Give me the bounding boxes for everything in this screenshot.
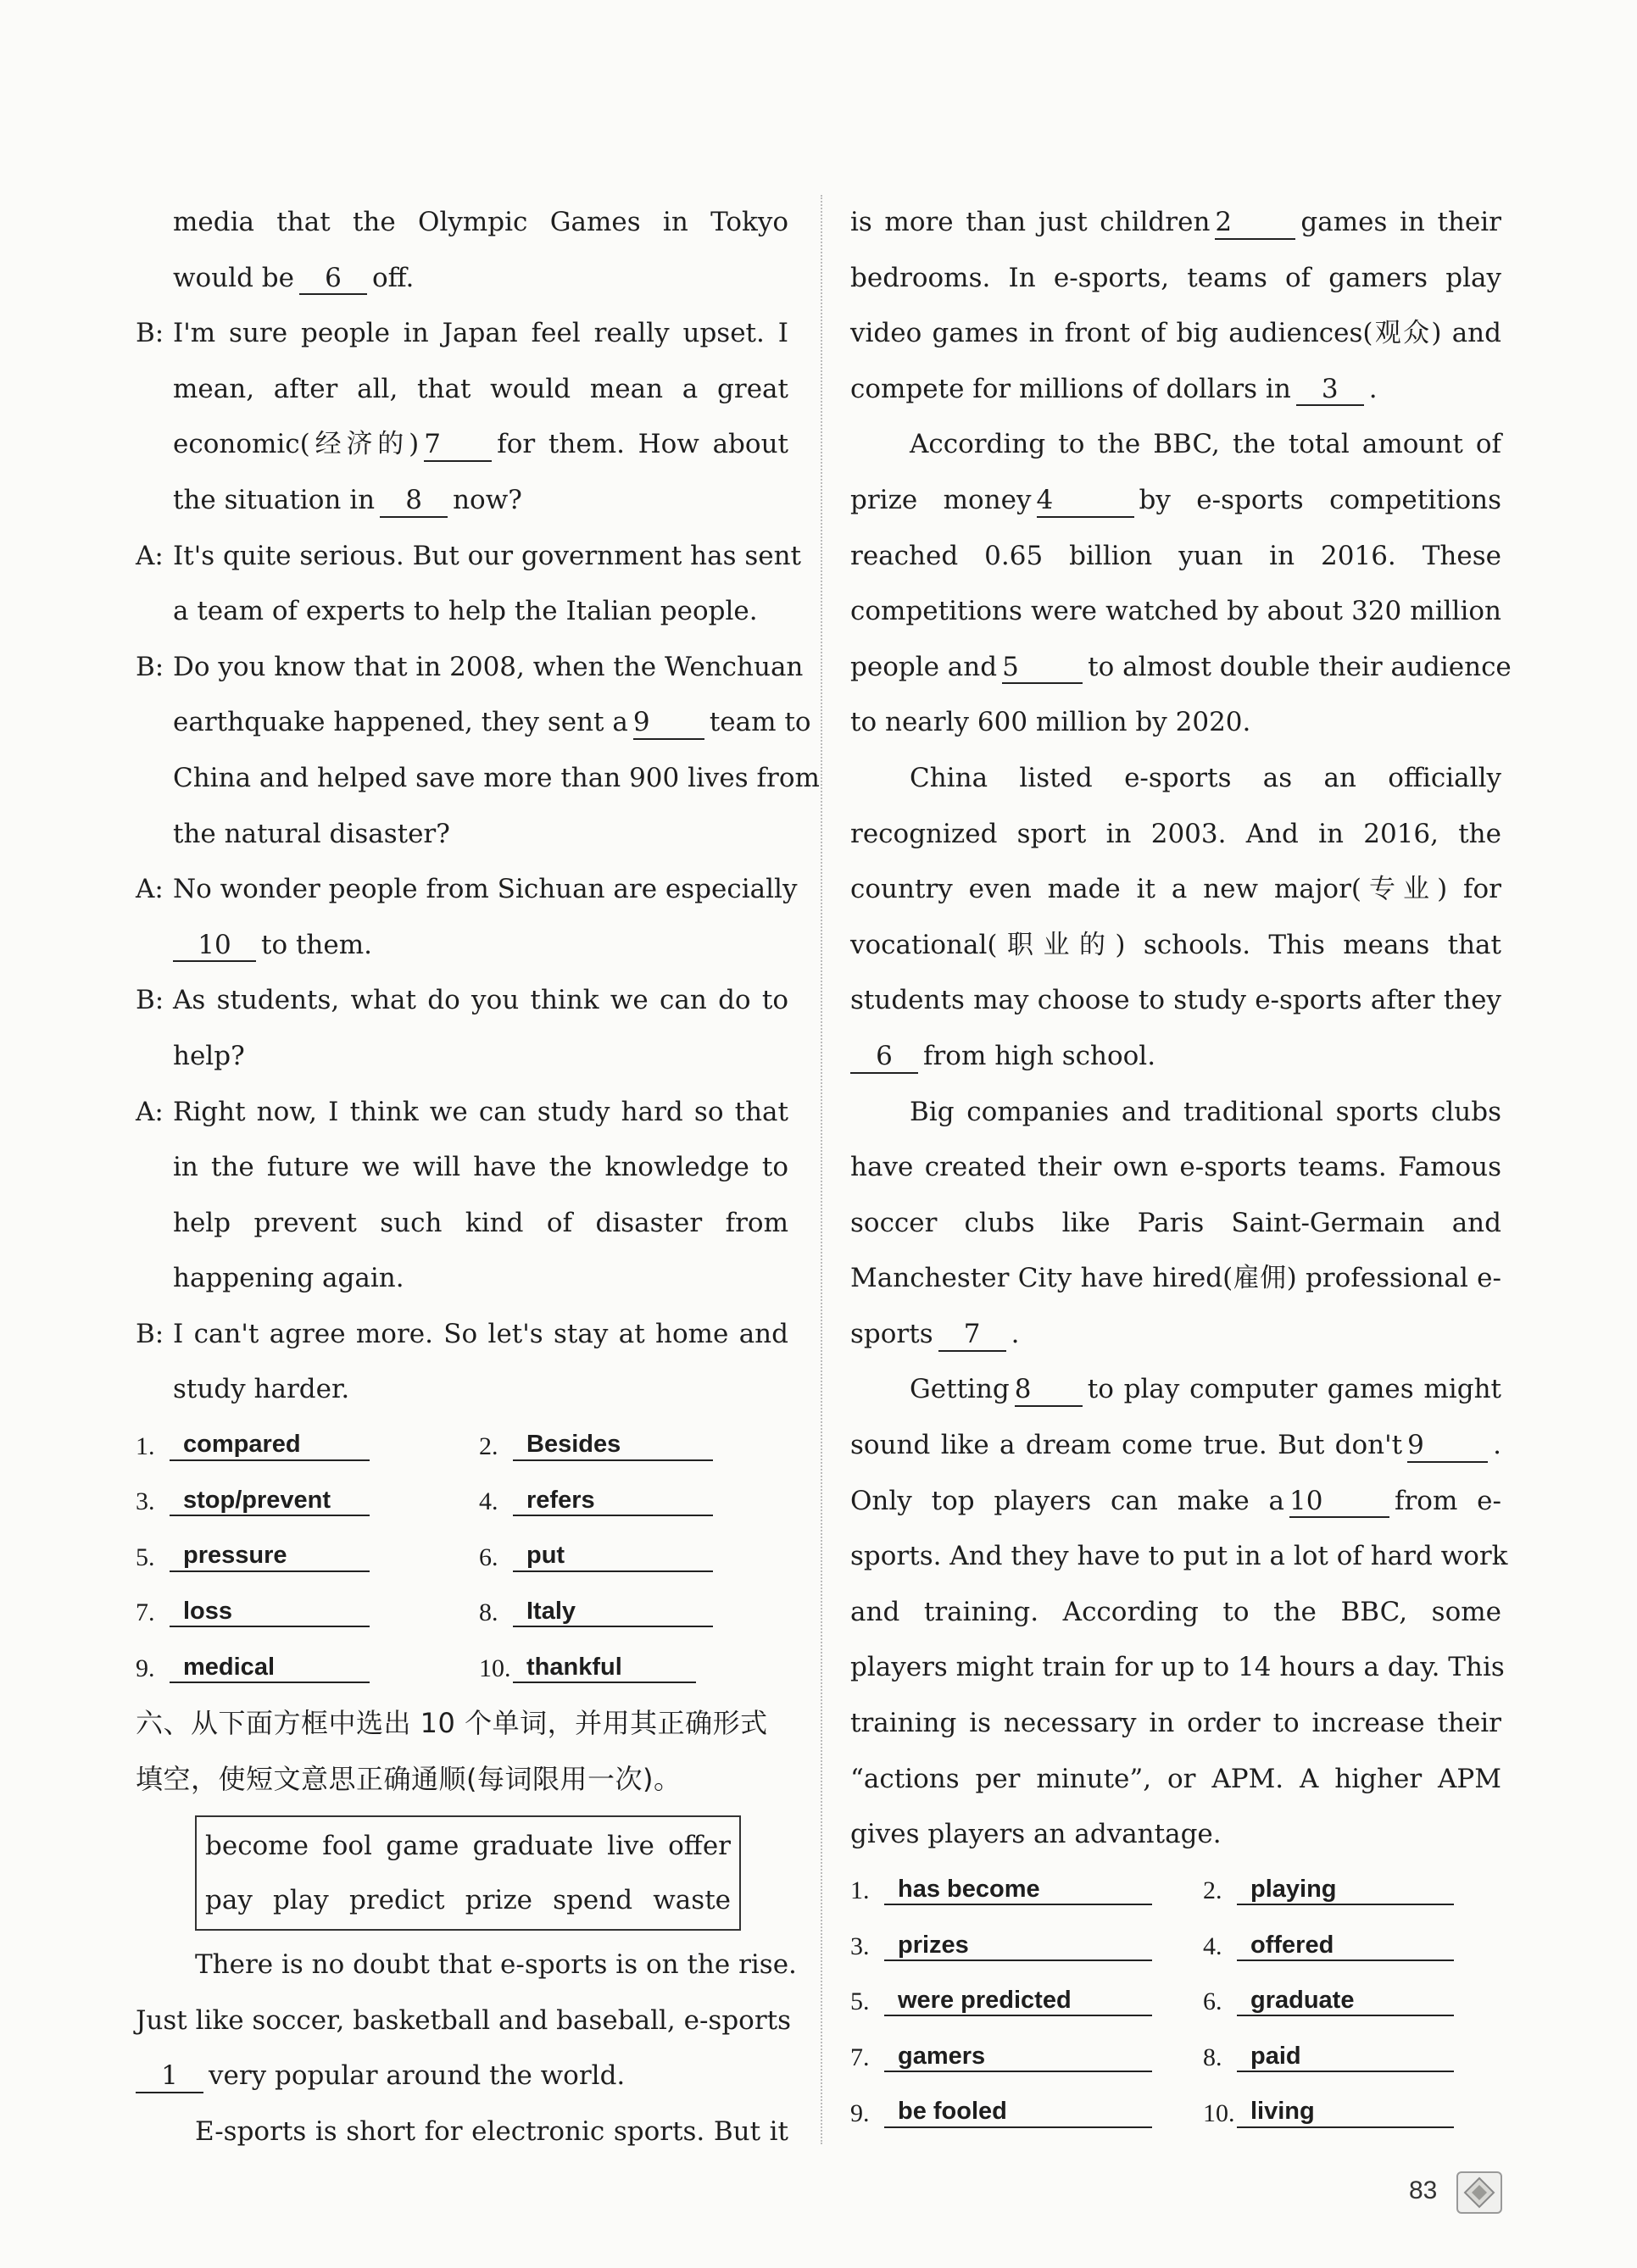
answer-field[interactable]: playing xyxy=(1237,1876,1454,1905)
passage-line: 6 from high school. xyxy=(850,1029,1501,1085)
dialogue-turn: A: Right now, I think we can study hard so that xyxy=(136,1085,788,1141)
answer-field[interactable]: Italy xyxy=(513,1598,713,1627)
dialogue-turn: B: As students, what do you think we can do to xyxy=(136,973,788,1029)
speaker-label: B: xyxy=(136,318,164,349)
answer-row xyxy=(136,1474,788,1530)
answer-field[interactable]: living xyxy=(1237,2098,1454,2127)
passage-line: 1 very popular around the world. xyxy=(136,2048,788,2104)
dialogue-turn: B: Do you know that in 2008, when the Wenchuan xyxy=(136,640,788,696)
answer-row xyxy=(850,1918,1501,1974)
passage-blank-9[interactable]: 9 xyxy=(1407,1431,1488,1463)
answer-field[interactable]: offered xyxy=(1237,1932,1454,1961)
passage-line: “actions per minute”, or APM. A higher APM xyxy=(850,1763,1501,1794)
blank-6[interactable]: 6 xyxy=(299,264,367,296)
passage-line: Getting 8 to play computer games might xyxy=(850,1362,1501,1418)
dialogue-turn: B: I can't agree more. So let's stay at home and xyxy=(136,1307,788,1363)
answer-number: 8. xyxy=(479,1598,498,1627)
passage-line: have created their own e-sports teams. Famous xyxy=(850,1152,1501,1183)
passage-line: reached 0.65 billion yuan in 2016. These xyxy=(850,540,1501,571)
dialogue-line: happening again. xyxy=(173,1263,404,1294)
answer-row xyxy=(136,1640,788,1696)
dialogue-line: the situation in 8 now? xyxy=(136,473,788,529)
passage-line: Big companies and traditional sports clubs xyxy=(910,1096,1501,1127)
passage-line: training is necessary in order to increase their xyxy=(850,1708,1501,1739)
answer-field[interactable]: graduate xyxy=(1237,1987,1454,2016)
passage-line: competitions were watched by about 320 million xyxy=(850,596,1501,627)
passage-line: people and 5 to almost double their audience xyxy=(850,640,1501,696)
answer-field[interactable]: compared xyxy=(170,1431,370,1460)
answer-number: 9. xyxy=(136,1654,155,1682)
passage-line: and training. According to the BBC, some xyxy=(850,1596,1501,1627)
speaker-label: B: xyxy=(136,985,164,1016)
answer-row xyxy=(136,1529,788,1585)
passage-line: prize money 4 by e-sports competitions xyxy=(850,473,1501,529)
column-divider xyxy=(821,195,822,2144)
word-box-row: pay play predict prize spend waste xyxy=(205,1885,731,1916)
answer-number: 2. xyxy=(1203,1876,1222,1905)
answer-field[interactable]: Besides xyxy=(513,1431,713,1460)
dialogue-line: earthquake happened, they sent a 9 team to xyxy=(136,695,788,751)
speaker-label: B: xyxy=(136,1318,164,1349)
answer-row xyxy=(850,1974,1501,2030)
passage-line: is more than just children 2 games in their xyxy=(850,195,1501,251)
dialogue-turn: A: No wonder people from Sichuan are especially xyxy=(136,862,788,918)
dialogue-line: media that the Olympic Games in Tokyo xyxy=(173,207,788,237)
answer-field[interactable]: pressure xyxy=(170,1542,370,1571)
answer-number: 3. xyxy=(850,1932,870,1960)
answer-row xyxy=(850,2030,1501,2086)
blank-8[interactable]: 8 xyxy=(380,486,448,518)
dialogue-line: China and helped save more than 900 lives from xyxy=(173,762,820,793)
dialogue-turn: B: I'm sure people in Japan feel really upset. I xyxy=(136,306,788,362)
passage-line: According to the BBC, the total amount of xyxy=(910,429,1501,460)
answer-number: 6. xyxy=(1203,1987,1222,2016)
answer-number: 4. xyxy=(479,1487,498,1516)
answer-field[interactable]: stop/prevent xyxy=(170,1487,370,1516)
passage-blank-4[interactable]: 4 xyxy=(1037,486,1134,518)
dialogue-line: the natural disaster? xyxy=(173,818,450,849)
passage-line: Manchester City have hired(雇佣) professional e- xyxy=(850,1263,1501,1294)
blank-9[interactable]: 9 xyxy=(633,708,704,740)
answer-field[interactable]: put xyxy=(513,1542,713,1571)
passage-line: video games in front of big audiences(观众) and xyxy=(850,318,1501,349)
answer-number: 10. xyxy=(479,1654,511,1682)
passage-blank-2[interactable]: 2 xyxy=(1215,208,1295,240)
left-column xyxy=(136,195,820,2160)
answer-field[interactable]: paid xyxy=(1237,2043,1454,2072)
answer-number: 5. xyxy=(136,1543,155,1571)
passage-line: sports 7 . xyxy=(850,1307,1501,1363)
answer-list-right xyxy=(850,1863,1501,2141)
answer-number: 2. xyxy=(479,1431,498,1460)
answer-number: 9. xyxy=(850,2098,870,2127)
dialogue-turn: A: It's quite serious. But our government has sent xyxy=(136,529,788,585)
answer-number: 8. xyxy=(1203,2043,1222,2072)
dialogue-line: help prevent such kind of disaster from xyxy=(173,1207,788,1238)
diamond-icon xyxy=(1456,2171,1502,2214)
passage-line: recognized sport in 2003. And in 2016, the xyxy=(850,818,1501,849)
passage-blank-1[interactable]: 1 xyxy=(136,2061,203,2093)
word-box-row: become fool game graduate live offer xyxy=(205,1831,731,1862)
passage-line: Only top players can make a 10 from e- xyxy=(850,1474,1501,1530)
blank-7[interactable]: 7 xyxy=(424,430,492,462)
passage-line: gives players an advantage. xyxy=(850,1819,1222,1850)
dialogue-line: would be 6 off. xyxy=(136,251,788,307)
passage-line: sound like a dream come true. But don't 9 . xyxy=(850,1418,1501,1474)
passage-line: bedrooms. In e-sports, teams of gamers play xyxy=(850,262,1501,293)
passage-blank-8[interactable]: 8 xyxy=(1015,1375,1083,1407)
dialogue-line: study harder. xyxy=(173,1374,350,1405)
answer-field[interactable]: loss xyxy=(170,1598,370,1627)
blank-10[interactable]: 10 xyxy=(173,931,256,963)
passage-blank-5[interactable]: 5 xyxy=(1002,653,1083,685)
answer-row xyxy=(850,2085,1501,2141)
passage-blank-3[interactable]: 3 xyxy=(1296,375,1364,407)
speaker-label: A: xyxy=(136,1096,164,1127)
answer-field[interactable]: thankful xyxy=(513,1654,696,1683)
section-heading: 六、从下面方框中选出 10 个单词，并用其正确形式 xyxy=(136,1707,768,1740)
passage-line: students may choose to study e-sports after they xyxy=(850,985,1501,1016)
answer-number: 10. xyxy=(1203,2098,1235,2127)
passage-blank-7[interactable]: 7 xyxy=(938,1320,1006,1352)
section-instruction: 填空，使短文意思正确通顺(每词限用一次)。 xyxy=(136,1762,682,1795)
passage-line: There is no doubt that e-sports is on the rise. xyxy=(195,1949,797,1981)
answer-field[interactable]: were predicted xyxy=(884,1987,1152,2016)
passage-line: sports. And they have to put in a lot of hard work xyxy=(850,1541,1508,1572)
passage-line: E-sports is short for electronic sports. But it xyxy=(195,2116,788,2147)
answer-number: 5. xyxy=(850,1987,870,2016)
page-number: 83 xyxy=(1409,2176,1438,2204)
passage-line: China listed e-sports as an officially xyxy=(910,762,1501,793)
passage-line: vocational(职业的) schools. This means that xyxy=(850,929,1501,960)
answer-field[interactable]: refers xyxy=(513,1487,713,1516)
answer-list-left xyxy=(136,1418,788,1696)
word-box xyxy=(195,1815,741,1931)
answer-number: 7. xyxy=(850,2043,870,2072)
answer-field[interactable]: be fooled xyxy=(884,2098,1152,2127)
dialogue-line: 10 to them. xyxy=(136,918,788,974)
speaker-label: A: xyxy=(136,874,164,905)
answer-number: 6. xyxy=(479,1543,498,1571)
speaker-label: A: xyxy=(136,540,164,571)
answer-field[interactable]: gamers xyxy=(884,2043,1152,2072)
passage-line: Just like soccer, basketball and baseball, e-sports xyxy=(136,2004,792,2036)
answer-number: 1. xyxy=(136,1431,155,1460)
right-column xyxy=(850,195,1512,2141)
dialogue-line: in the future we will have the knowledge to xyxy=(173,1152,788,1183)
passage-blank-10[interactable]: 10 xyxy=(1289,1487,1389,1519)
passage-blank-6[interactable]: 6 xyxy=(850,1042,918,1074)
dialogue-line: help? xyxy=(173,1040,245,1071)
answer-number: 4. xyxy=(1203,1932,1222,1960)
dialogue-line: mean, after all, that would mean a great xyxy=(173,373,788,404)
passage-line: soccer clubs like Paris Saint-Germain and xyxy=(850,1207,1501,1238)
dialogue-line: economic(经济的) 7 for them. How about xyxy=(136,417,788,473)
speaker-label: B: xyxy=(136,651,164,682)
passage-line: to nearly 600 million by 2020. xyxy=(850,707,1251,738)
answer-row xyxy=(136,1585,788,1641)
passage-line: country even made it a new major(专业) for xyxy=(850,874,1501,905)
answer-row xyxy=(850,1863,1501,1919)
passage-line: compete for millions of dollars in 3 . xyxy=(850,362,1501,418)
answer-number: 3. xyxy=(136,1487,155,1516)
answer-number: 7. xyxy=(136,1598,155,1627)
answer-field[interactable]: medical xyxy=(170,1654,370,1683)
passage-line: players might train for up to 14 hours a day. This xyxy=(850,1652,1505,1683)
answer-field[interactable]: has become xyxy=(884,1876,1152,1905)
answer-number: 1. xyxy=(850,1876,870,1905)
answer-field[interactable]: prizes xyxy=(884,1932,1152,1961)
dialogue-line: a team of experts to help the Italian people. xyxy=(173,596,758,627)
answer-row xyxy=(136,1418,788,1474)
